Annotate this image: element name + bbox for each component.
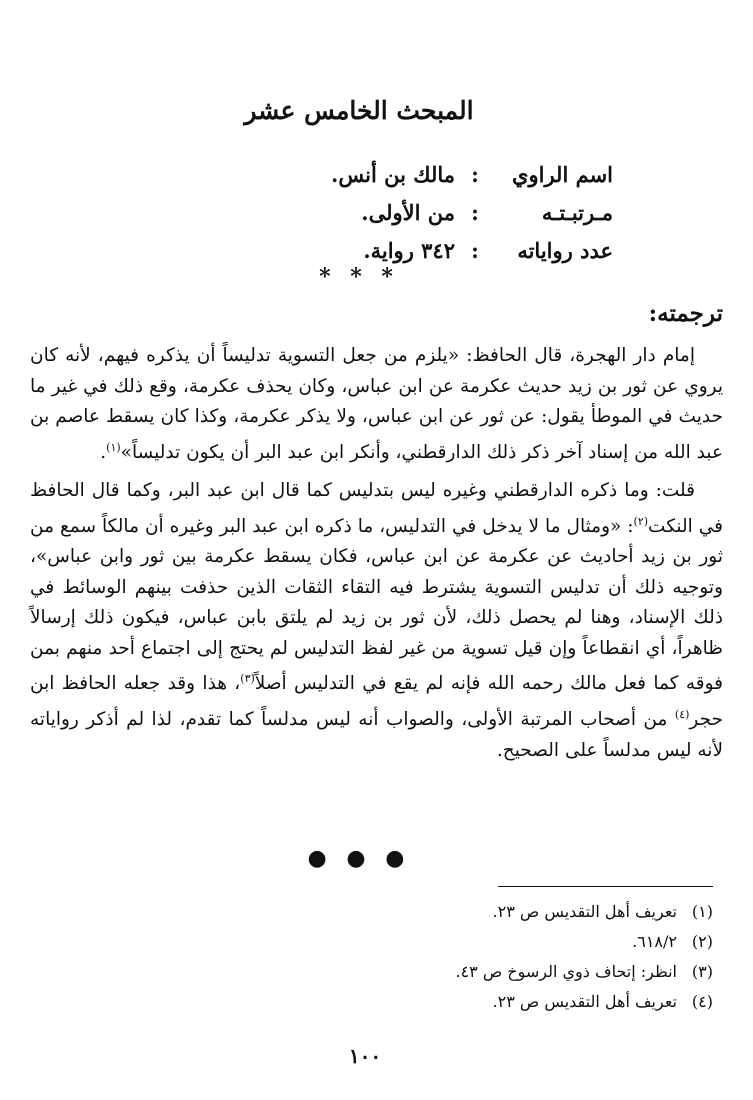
footnote-text: تعريف أهل التقديس ص ٢٣.	[492, 902, 677, 921]
meta-value: ٣٤٢ رواية.	[363, 237, 455, 263]
footnote-ref: (١)	[106, 440, 121, 454]
narrator-info	[193, 155, 613, 269]
meta-row-name	[193, 155, 613, 193]
page-title: المبحث الخامس عشر	[244, 96, 474, 125]
paragraph	[30, 476, 723, 766]
meta-value: من الأولى.	[361, 199, 455, 225]
footnote-ref: (٣)	[240, 672, 255, 686]
footnote-text: انظر: إتحاف ذوي الرسوخ ص ٤٣.	[455, 962, 677, 981]
paragraph	[30, 341, 723, 468]
footnotes	[153, 897, 713, 1017]
body-text	[30, 341, 723, 766]
paragraph-text: قلت: وما ذكره الدارقطني وغيره ليس بتدليس كما قال ابن عبد البر، وكما قال الحافظ في النكت	[30, 480, 723, 537]
section-divider-stars: * * *	[319, 264, 399, 290]
meta-separator: :	[471, 237, 479, 263]
footnote-number: (١)	[691, 902, 713, 921]
footnote	[153, 987, 713, 1017]
section-heading: ترجمته:	[648, 300, 723, 327]
meta-label: مـرتبـتـه	[541, 199, 613, 225]
footnote	[153, 957, 713, 987]
footnote-number: (٢)	[691, 932, 713, 951]
footnote-ref: (٢)	[633, 514, 649, 528]
meta-separator: :	[471, 199, 479, 225]
page-number: ١٠٠	[348, 1044, 382, 1068]
footnote	[153, 897, 713, 927]
paragraph-text: من أصحاب المرتبة الأولى، والصواب أنه ليس مدلساً كما تقدم، لذا لم أذكر رواياته لأنه ليس مدلساً على الصحيح.	[30, 709, 723, 761]
meta-value: مالك بن أنس.	[331, 161, 455, 187]
meta-separator: :	[471, 161, 479, 187]
footnote	[153, 927, 713, 957]
end-divider-dots: ● ● ●	[307, 845, 411, 871]
footnote-number: (٤)	[691, 992, 713, 1011]
paragraph-text: ، هذا وقد جعله الحافظ ابن حجر	[30, 673, 723, 731]
footnote-number: (٣)	[691, 962, 713, 981]
meta-label: عدد رواياته	[517, 237, 613, 263]
footnote-text: ٦١٨/٢.	[632, 932, 677, 951]
footnote-divider	[498, 886, 713, 887]
meta-label: اسم الراوي	[512, 161, 613, 187]
meta-row-rank	[193, 193, 613, 231]
paragraph-text: .	[100, 441, 107, 463]
paragraph-text: : «ومثال ما لا يدخل في التدليس، ما ذكره ابن عبد البر وغيره أن مالكاً سمع من ثور بن زيد أحاديث عن عكرمة عن ابن عباس، فكان يسقط عكرمة بين ثور وابن عباس»، وتوجيه ذلك أن تدليس التسوية يشترط فيه التقاء الثقات الذين حذفت بينهم الوسائط في ذلك الإسناد، وهنا لم يحصل ذلك، لأن ثور بن زيد لم يلتق بابن عباس، فيكون ذلك إرسالاً ظاهراً، أي انقطاعاً وإن قيل تسوية من غير لفظ التدليس لم يحتج إلى اجتماع أحد منهم بمن فوقه كما فعل مالك رحمه الله فإنه لم يقع في التدليس أصلاً	[30, 515, 723, 695]
footnote-text: تعريف أهل التقديس ص ٢٣.	[492, 992, 677, 1011]
footnote-ref: (٤)	[674, 707, 690, 721]
paragraph-text: إمام دار الهجرة، قال الحافظ: «يلزم من جعل التسوية تدليساً أن يذكره فيهم، لأنه كان يروي عن ثور بن زيد حديث عكرمة عن ابن عباس، وكان يحذف عكرمة، وقع ذلك في غير ما حديث في الموطأ يقول: عن ثور عن ابن عباس، ولا يذكر عكرمة، وكذا كان يسقط عاصم بن عبد الله من إسناد آخر ذكر ذلك الدارقطني، وأنكر ابن عبد البر أن يكون تدليساً»	[30, 345, 723, 463]
